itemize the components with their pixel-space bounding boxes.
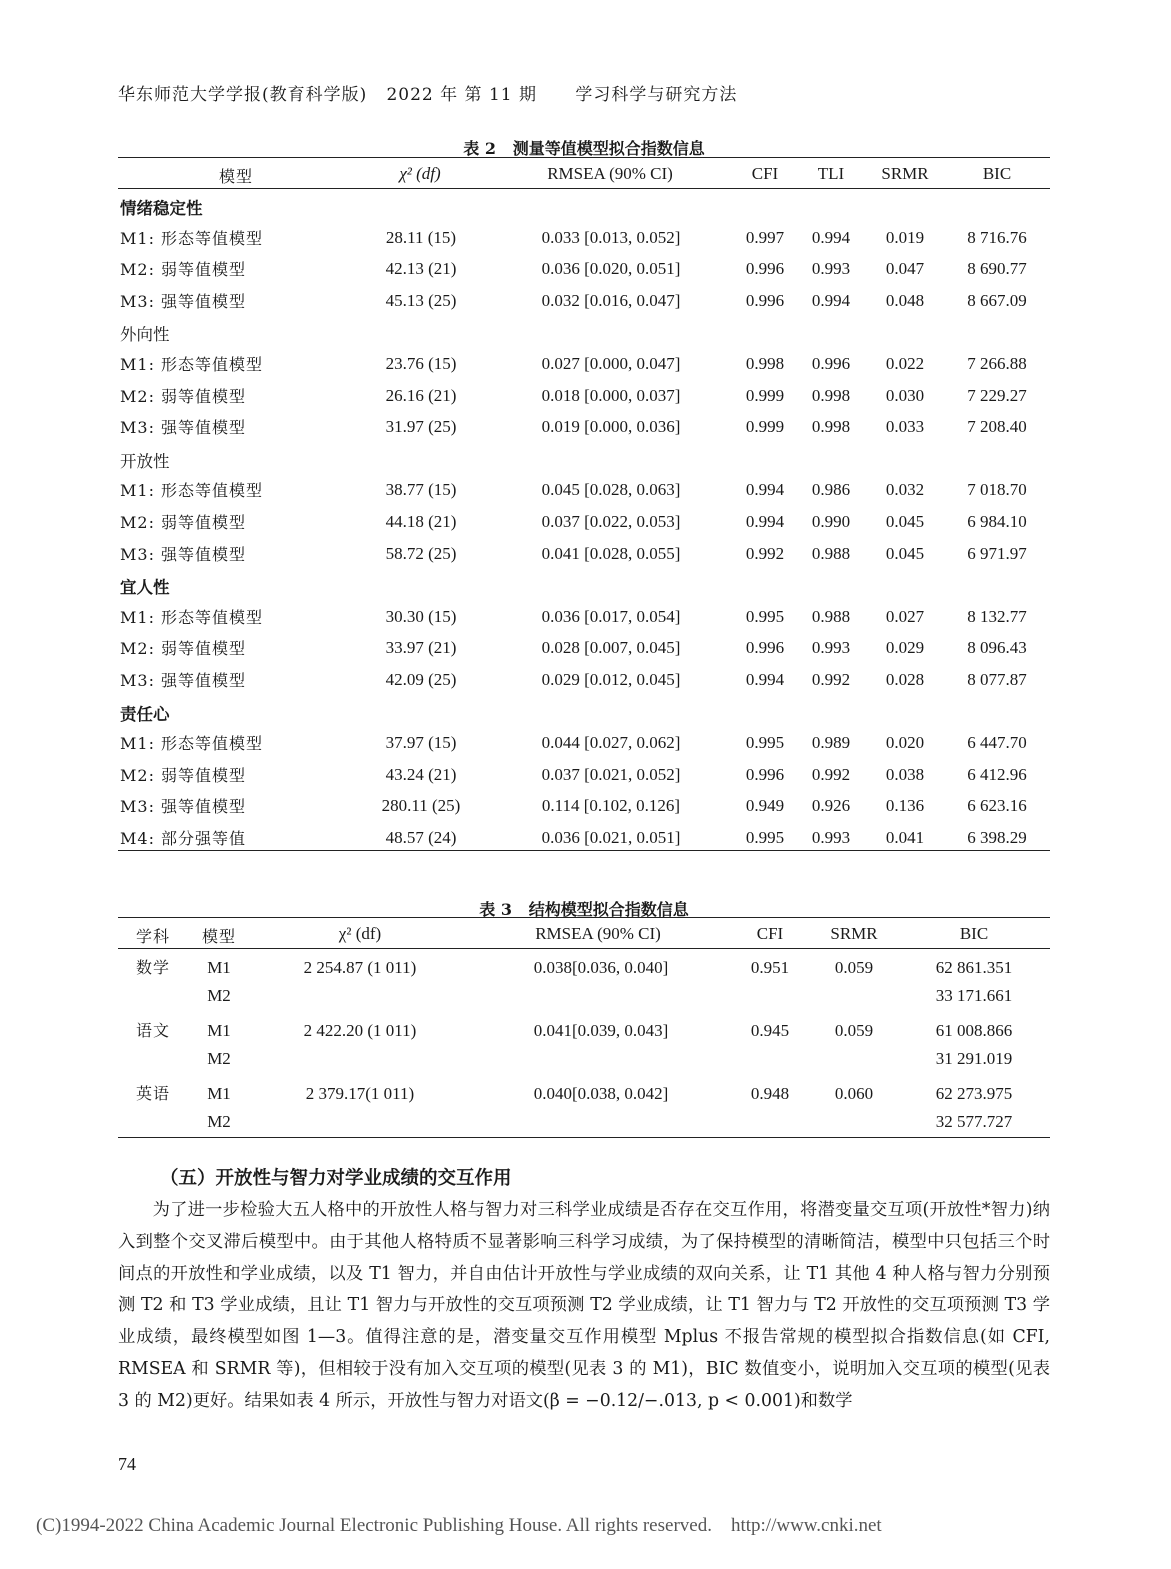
table2-cell: 0.029: [885, 638, 925, 658]
table3-cell: 62 273.975: [935, 1084, 1013, 1103]
table2-group-label: 责任心: [120, 704, 170, 724]
table2-cell: 0.993: [811, 828, 851, 847]
table2-cell: 6 398.29: [967, 828, 1027, 847]
table3-cell: 0.040[0.038, 0.042]: [533, 1084, 669, 1103]
table2-header-col-srmr: SRMR: [881, 164, 929, 183]
table2-cell: 0.041: [885, 828, 925, 847]
table2-cell: 6 971.97: [967, 543, 1027, 563]
table2-row-model: M3: 强等值模型: [120, 291, 247, 311]
table3-cell: M2: [207, 986, 231, 1005]
table2-cell: 0.136: [885, 796, 925, 816]
table2-cell: 0.999: [745, 385, 785, 405]
table2-cell: 0.044 [0.027, 0.062]: [541, 733, 681, 753]
table2-cell: 0.032: [885, 480, 925, 500]
table3-header-col-srmr: SRMR: [830, 924, 878, 943]
table2-cell: 0.038: [885, 764, 925, 784]
table2-cell: 0.989: [811, 733, 851, 753]
table3-cell: 62 861.351: [935, 958, 1013, 977]
table3-cell: 2 422.20 (1 011): [303, 1021, 417, 1040]
section-title: （五）开放性与智力对学业成绩的交互作用: [160, 1168, 512, 1189]
table3-header-col-cfi: CFI: [756, 924, 784, 943]
table2-group-label: 宜人性: [120, 578, 170, 598]
table2-cell: 0.995: [745, 606, 785, 626]
table2-row-model: M4: 部分强等值: [120, 829, 247, 848]
table3-header-col-chi: χ² (df): [338, 924, 382, 943]
table2-cell: 0.995: [745, 733, 785, 753]
table2-cell: 0.986: [811, 480, 851, 500]
table2-cell: 0.037 [0.022, 0.053]: [541, 512, 681, 531]
table3-caption: 表 3 结构模型拟合指数信息: [479, 900, 689, 919]
table2-group-label: 情绪稳定性: [120, 199, 203, 218]
table2-cell: 43.24 (21): [385, 764, 457, 784]
table3-cell: 0.060: [834, 1084, 874, 1103]
table2-bottom-rule: [118, 850, 1050, 851]
table3-cell: 0.945: [750, 1021, 790, 1040]
table2-top-rule: [118, 157, 1050, 158]
table2-cell: 45.13 (25): [385, 290, 457, 310]
table2-cell: 6 623.16: [967, 796, 1027, 816]
table2-header-col-model: 模型: [218, 167, 254, 186]
table3-cell: 0.059: [834, 1021, 874, 1040]
table2-cell: 0.022: [885, 354, 925, 373]
table3-header-col-bic: BIC: [959, 924, 989, 943]
table2-cell: 33.97 (21): [385, 638, 457, 658]
table2-cell: 0.993: [811, 259, 851, 279]
table2-cell: 0.045: [885, 512, 925, 531]
table2-header-col-rmsea: RMSEA (90% CI): [547, 164, 673, 183]
table2-cell: 0.996: [745, 638, 785, 658]
table2-cell: 0.997: [745, 227, 785, 247]
table2-cell: 8 716.76: [967, 227, 1027, 247]
table2-cell: 0.996: [745, 259, 785, 279]
table2-cell: 0.988: [811, 606, 851, 626]
table2-cell: 31.97 (25): [385, 417, 457, 437]
table2-cell: 8 096.43: [967, 638, 1027, 658]
table2-cell: 7 018.70: [967, 480, 1027, 500]
table2-cell: 0.995: [745, 828, 785, 847]
table2-cell: 0.048: [885, 290, 925, 310]
table3-subject-label: 英语: [135, 1084, 171, 1103]
table2-cell: 0.992: [811, 764, 851, 784]
table2-row-model: M2: 弱等值模型: [120, 513, 247, 532]
table3-header-col-subject: 学科: [135, 927, 171, 946]
table2-cell: 0.018 [0.000, 0.037]: [541, 385, 681, 405]
table2-row-model: M1: 形态等值模型: [120, 481, 264, 501]
table2-cell: 0.032 [0.016, 0.047]: [541, 290, 681, 310]
table2-cell: 0.030: [885, 385, 925, 405]
table2-cell: 38.77 (15): [385, 480, 457, 500]
table2-cell: 0.926: [811, 796, 851, 816]
table3-cell: 0.041[0.039, 0.043]: [533, 1021, 669, 1040]
table3-cell: 32 577.727: [935, 1112, 1013, 1131]
table2-cell: 23.76 (15): [385, 354, 457, 373]
table2-cell: 0.037 [0.021, 0.052]: [541, 764, 681, 784]
table2-cell: 0.028: [885, 670, 925, 689]
table3-header-col-rmsea: RMSEA (90% CI): [535, 924, 661, 943]
table2-row-model: M3: 强等值模型: [120, 797, 247, 817]
table2-cell: 0.994: [745, 670, 785, 689]
journal-header: 华东师范大学学报(教育科学版) 2022 年 第 11 期 学习科学与研究方法: [118, 85, 738, 105]
paragraph-text: 为了进一步检验大五人格中的开放性人格与智力对三科学业成绩是否存在交互作用，将潜变量交互项(开放性*智力)纳入到整个交叉滞后模型中。由于其他人格特质不显著影响三科学习成绩，为了保持模型的清晰简洁，模型中只包括三个时间点的开放性和学业成绩，以及 T1 智力，并自由估计开放性与学业成绩的双向关系，让 T1 其他 4 种人格与智力分别预测 T2 和 T3 学业成绩，且让 T1 智力与开放性的交互项预测 T2 学业成绩，让 T1 智力与 T2 开放性的交互项预测 T3 学业成绩，最终模型如图 1—3。值得注意的是，潜变量交互作用模型 Mplus 不报告常规的模型拟合指数信息(如 CFI, RMSEA 和 SRMR 等)，但相较于没有加入交互项的模型(见表 3 的 M1)，BIC 数值变小，说明加入交互项的模型(见表 3 的 M2)更好。结果如表 4 所示，开放性与智力对语文(β = −0.12/−.013, p < 0.001)和数学: [118, 1200, 1050, 1411]
table2-cell: 0.998: [745, 354, 785, 373]
table2-header-col-tli: TLI: [817, 164, 845, 183]
table2-cell: 0.992: [811, 670, 851, 689]
table2-cell: 0.019 [0.000, 0.036]: [541, 417, 681, 437]
table2-cell: 0.993: [811, 638, 851, 658]
table3-cell: 2 254.87 (1 011): [303, 958, 417, 977]
table2-cell: 0.998: [811, 417, 851, 437]
table2-caption: 表 2 测量等值模型拟合指数信息: [463, 139, 705, 158]
table2-cell: 0.033: [885, 417, 925, 437]
table2-header-col-cfi: CFI: [751, 164, 779, 183]
table3-top-rule: [118, 917, 1050, 918]
copyright-footer: (C)1994-2022 China Academic Journal Electronic Publishing House. All rights reserved. http://www.cnki.net: [36, 1515, 882, 1536]
table2-cell: 0.114 [0.102, 0.126]: [541, 796, 681, 816]
table2-cell: 48.57 (24): [385, 828, 457, 847]
table3-cell: 61 008.866: [935, 1021, 1013, 1040]
table2-cell: 0.041 [0.028, 0.055]: [541, 543, 681, 563]
table2-row-model: M1: 形态等值模型: [120, 355, 264, 374]
table2-cell: 0.019: [885, 227, 925, 247]
table3-subject-label: 数学: [135, 958, 171, 977]
table2-cell: 0.028 [0.007, 0.045]: [541, 638, 681, 658]
table2-cell: 6 984.10: [967, 512, 1027, 531]
table3-cell: 2 379.17(1 011): [305, 1084, 415, 1103]
table2-cell: 0.996: [745, 764, 785, 784]
table3-bottom-rule: [118, 1137, 1050, 1138]
table2-cell: 58.72 (25): [385, 543, 457, 563]
table2-header-col-bic: BIC: [982, 164, 1012, 183]
table2-cell: 0.996: [745, 290, 785, 310]
table2-cell: 0.027: [885, 606, 925, 626]
body-paragraph: [118, 1195, 1050, 1418]
table2-cell: 0.999: [745, 417, 785, 437]
table3-cell: 0.038[0.036, 0.040]: [533, 958, 669, 977]
table2-row-model: M3: 强等值模型: [120, 671, 247, 690]
table2-row-model: M2: 弱等值模型: [120, 386, 247, 406]
table2-cell: 0.036 [0.021, 0.051]: [541, 828, 681, 847]
table2-cell: 0.029 [0.012, 0.045]: [541, 670, 681, 689]
table3-cell: M1: [207, 958, 231, 977]
table2-row-model: M3: 强等值模型: [120, 418, 247, 438]
table2-cell: 42.09 (25): [385, 670, 457, 689]
page-number: 74: [118, 1454, 136, 1474]
table3-cell: 33 171.661: [935, 986, 1013, 1005]
table3-cell: 0.951: [750, 958, 790, 977]
table2-header-col-chi: χ² (df): [399, 164, 441, 183]
table2-cell: 28.11 (15): [385, 227, 457, 247]
table3-cell: 0.948: [750, 1084, 790, 1103]
table2-cell: 8 690.77: [967, 259, 1027, 279]
table2-row-model: M3: 强等值模型: [120, 544, 247, 564]
table3-cell: M1: [207, 1084, 231, 1103]
table2-cell: 0.994: [811, 227, 851, 247]
table2-cell: 7 266.88: [967, 354, 1027, 373]
table2-cell: 0.033 [0.013, 0.052]: [541, 227, 681, 247]
table2-cell: 7 208.40: [967, 417, 1027, 437]
table2-cell: 37.97 (15): [385, 733, 457, 753]
table3-header-rule: [118, 948, 1050, 949]
table2-cell: 0.045 [0.028, 0.063]: [541, 480, 681, 500]
table3-cell: 0.059: [834, 958, 874, 977]
table3-header-col-model: 模型: [201, 927, 237, 946]
table2-cell: 44.18 (21): [385, 512, 457, 531]
table3-cell: M2: [207, 1049, 231, 1068]
table2-cell: 30.30 (15): [385, 606, 457, 626]
table2-header-rule: [118, 188, 1050, 189]
table2-row-model: M1: 形态等值模型: [120, 228, 264, 248]
table2-cell: 7 229.27: [967, 385, 1027, 405]
table2-cell: 0.990: [811, 512, 851, 531]
table2-cell: 6 447.70: [967, 733, 1027, 753]
table3-cell: M1: [207, 1021, 231, 1040]
table3-cell: M2: [207, 1112, 231, 1131]
table2-row-model: M1: 形态等值模型: [120, 734, 264, 754]
table2-cell: 0.027 [0.000, 0.047]: [541, 354, 681, 373]
table2-row-model: M1: 形态等值模型: [120, 607, 264, 627]
table2-cell: 0.036 [0.020, 0.051]: [541, 259, 681, 279]
table2-cell: 0.994: [745, 480, 785, 500]
table3-cell: 31 291.019: [935, 1049, 1013, 1068]
table3-subject-label: 语文: [135, 1021, 171, 1040]
table2-cell: 8 667.09: [967, 290, 1027, 310]
table2-cell: 8 077.87: [967, 670, 1027, 689]
table2-cell: 6 412.96: [967, 764, 1027, 784]
table2-row-model: M2: 弱等值模型: [120, 639, 247, 659]
table2-group-label: 开放性: [120, 451, 170, 471]
table2-cell: 0.020: [885, 733, 925, 753]
table2-cell: 8 132.77: [967, 606, 1027, 626]
table2-cell: 0.992: [745, 543, 785, 563]
table2-cell: 280.11 (25): [381, 796, 461, 816]
table2-cell: 0.994: [811, 290, 851, 310]
table2-cell: 0.988: [811, 543, 851, 563]
table2-cell: 0.045: [885, 543, 925, 563]
table2-cell: 0.036 [0.017, 0.054]: [541, 606, 681, 626]
table2-cell: 26.16 (21): [385, 385, 457, 405]
table2-row-model: M2: 弱等值模型: [120, 765, 247, 785]
table2-cell: 0.949: [745, 796, 785, 816]
table2-row-model: M2: 弱等值模型: [120, 260, 247, 280]
table2-cell: 0.996: [811, 354, 851, 373]
table2-cell: 0.047: [885, 259, 925, 279]
table2-cell: 42.13 (21): [385, 259, 457, 279]
table2-cell: 0.998: [811, 385, 851, 405]
table2-cell: 0.994: [745, 512, 785, 531]
table2-group-label: 外向性: [120, 325, 170, 345]
